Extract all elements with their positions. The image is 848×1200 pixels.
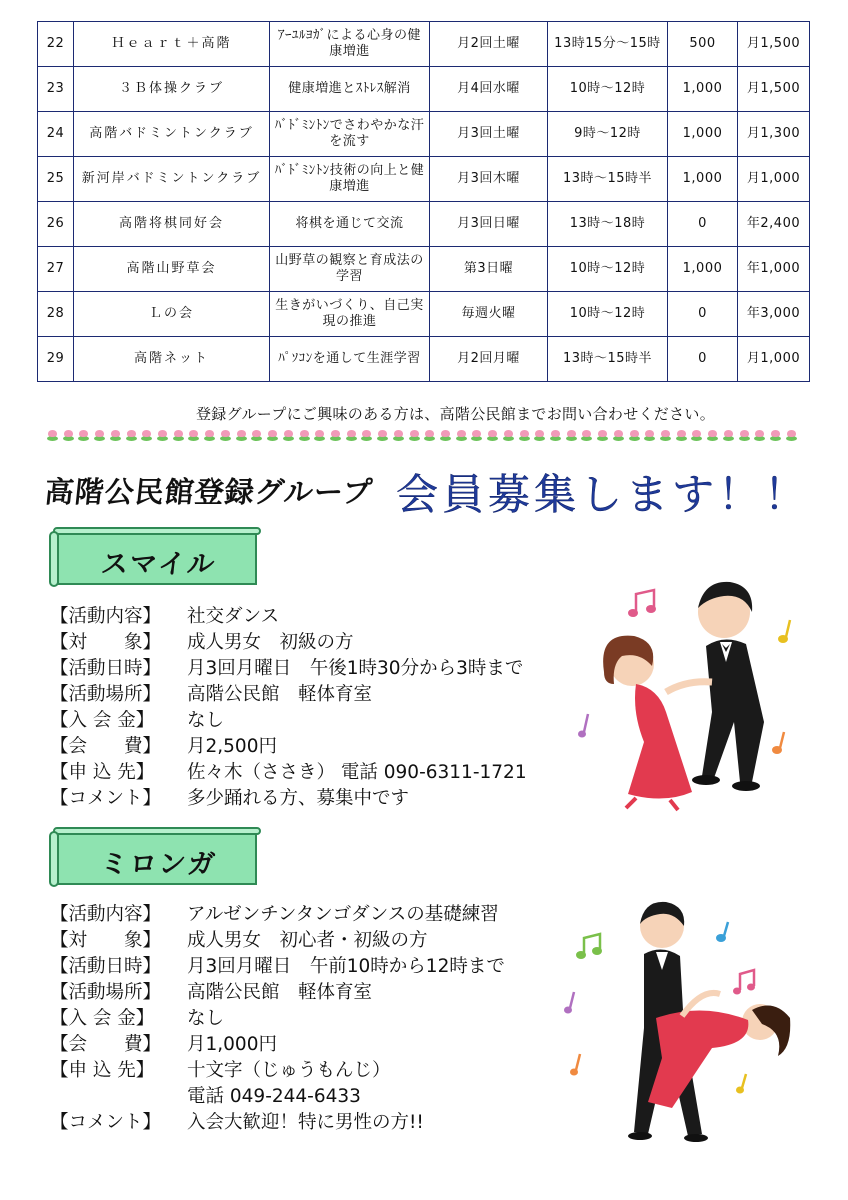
flower-icon	[47, 430, 58, 441]
flower-icon	[409, 430, 420, 441]
cell-frequency: 第3日曜	[430, 247, 548, 292]
music-note-icon	[628, 590, 656, 617]
info-row	[50, 980, 505, 1006]
flower-icon	[110, 430, 121, 441]
cell-entry-fee: 1,000	[668, 157, 738, 202]
cell-entry-fee: 0	[668, 292, 738, 337]
table-row	[38, 247, 810, 292]
cell-dues: 年2,400	[738, 202, 810, 247]
flower-icon	[550, 430, 561, 441]
info-row	[50, 1032, 505, 1058]
table-row	[38, 22, 810, 67]
cell-entry-fee: 1,000	[668, 112, 738, 157]
scroll-roll-top	[53, 827, 261, 835]
cell-group-name: ３Ｂ体操クラブ	[74, 67, 270, 112]
flower-icon	[330, 430, 341, 441]
info-value: 月2,500円	[187, 736, 277, 757]
flower-icon	[94, 430, 105, 441]
info-label: 【活動内容】	[50, 606, 162, 627]
flower-icon	[220, 430, 231, 441]
table-row	[38, 292, 810, 337]
group-info-milonga	[50, 902, 505, 1136]
info-row	[50, 604, 527, 630]
group-banner-milonga	[49, 827, 261, 887]
group-title: スマイル	[99, 548, 218, 580]
cell-time: 9時～12時	[548, 112, 668, 157]
flower-icon	[251, 430, 262, 441]
info-label: 【対 象】	[50, 632, 162, 653]
cell-group-name: 新河岸バドミントンクラブ	[74, 157, 270, 202]
info-value: 成人男女 初心者・初級の方	[187, 930, 428, 951]
flower-icon	[173, 430, 184, 441]
flower-icon	[691, 430, 702, 441]
info-value: 多少踊れる方、募集中です	[187, 788, 410, 809]
info-value: 高階公民館 軽体育室	[187, 982, 373, 1003]
flower-icon	[361, 430, 372, 441]
info-value: なし	[187, 710, 225, 731]
flower-icon	[188, 430, 199, 441]
cell-entry-fee: 1,000	[668, 247, 738, 292]
cell-no: 24	[38, 112, 74, 157]
flower-icon	[283, 430, 294, 441]
flower-icon	[299, 430, 310, 441]
flower-icon	[126, 430, 137, 441]
info-label: 【入 会 金】	[50, 710, 155, 731]
info-row	[50, 656, 527, 682]
cell-no: 29	[38, 337, 74, 382]
cell-purpose: 生きがいづくり、自己実現の推進	[270, 292, 430, 337]
flower-icon	[456, 430, 467, 441]
cell-frequency: 月4回水曜	[430, 67, 548, 112]
cell-group-name: 高階ネット	[74, 337, 270, 382]
flower-icon	[707, 430, 718, 441]
cell-purpose: 将棋を通じて交流	[270, 202, 430, 247]
music-note-icon	[778, 620, 790, 643]
flower-icon	[534, 430, 545, 441]
info-value: 高階公民館 軽体育室	[187, 684, 373, 705]
cell-dues: 月1,000	[738, 157, 810, 202]
info-row	[50, 928, 505, 954]
cell-frequency: 月2回月曜	[430, 337, 548, 382]
cell-time: 13時～15時半	[548, 157, 668, 202]
cell-time: 10時～12時	[548, 247, 668, 292]
info-value: 月1,000円	[187, 1034, 277, 1055]
cell-group-name: 高階山野草会	[74, 247, 270, 292]
music-note-icon	[578, 714, 588, 738]
cell-purpose: 健康増進とｽﾄﾚｽ解消	[270, 67, 430, 112]
info-row	[50, 954, 505, 980]
cell-time: 10時～12時	[548, 67, 668, 112]
info-row	[50, 1058, 505, 1084]
music-note-icon	[576, 934, 602, 959]
info-label: 【活動場所】	[50, 684, 162, 705]
flower-icon	[676, 430, 687, 441]
cell-group-name: Ｈｅａｒｔ＋高階	[74, 22, 270, 67]
info-label: 【申 込 先】	[50, 1060, 155, 1081]
info-label: 【申 込 先】	[50, 762, 155, 783]
info-label	[50, 1084, 187, 1110]
flower-icon	[267, 430, 278, 441]
flower-icon	[236, 430, 247, 441]
cell-entry-fee: 1,000	[668, 67, 738, 112]
flower-icon	[346, 430, 357, 441]
info-value: 佐々木（ささき） 電話 090-6311-1721	[187, 762, 527, 783]
cell-entry-fee: 0	[668, 202, 738, 247]
cell-group-name: 高階バドミントンクラブ	[74, 112, 270, 157]
flower-icon	[739, 430, 750, 441]
cell-no: 25	[38, 157, 74, 202]
music-note-icon	[736, 1074, 746, 1094]
info-value: 十文字（じゅうもんじ）	[187, 1060, 391, 1081]
info-row	[50, 734, 527, 760]
flower-icon	[63, 430, 74, 441]
table-row	[38, 112, 810, 157]
info-row	[50, 708, 527, 734]
cell-frequency: 月3回土曜	[430, 112, 548, 157]
cell-purpose: 山野草の観察と育成法の学習	[270, 247, 430, 292]
music-note-icon	[716, 922, 728, 942]
info-label: 【コメント】	[50, 788, 162, 809]
flower-icon	[424, 430, 435, 441]
cell-dues: 年3,000	[738, 292, 810, 337]
flower-icon	[613, 430, 624, 441]
group-table	[37, 21, 810, 382]
info-value: 社交ダンス	[187, 606, 280, 627]
cell-entry-fee: 0	[668, 337, 738, 382]
info-value: 成人男女 初級の方	[187, 632, 354, 653]
music-note-icon	[564, 992, 574, 1014]
flower-icon	[754, 430, 765, 441]
table-row	[38, 67, 810, 112]
cell-dues: 月1,500	[738, 22, 810, 67]
group-title: ミロンガ	[99, 848, 219, 880]
table-row	[38, 337, 810, 382]
group-info-smile	[50, 604, 527, 812]
tango-dancers-illustration	[552, 898, 798, 1146]
cell-purpose: ﾊﾞﾄﾞﾐﾝﾄﾝでさわやかな汗を流す	[270, 112, 430, 157]
info-row	[50, 786, 527, 812]
info-row	[50, 760, 527, 786]
info-value: アルゼンチンタンゴダンスの基礎練習	[187, 904, 499, 925]
ballroom-dancers-illustration	[574, 572, 804, 820]
flower-icon	[78, 430, 89, 441]
info-row	[50, 1084, 505, 1110]
cell-dues: 月1,500	[738, 67, 810, 112]
info-value: 月3回月曜日 午後1時30分から3時まで	[187, 658, 524, 679]
info-label: 【会 費】	[50, 736, 162, 757]
info-label: 【会 費】	[50, 1034, 162, 1055]
flower-icon	[204, 430, 215, 441]
info-label: 【入 会 金】	[50, 1008, 155, 1029]
info-row	[50, 630, 527, 656]
inquiry-note: 登録グループにご興味のある方は、高階公民館までお問い合わせください。	[196, 405, 716, 423]
flower-icon	[519, 430, 530, 441]
flower-icon	[723, 430, 734, 441]
info-value: 月3回月曜日 午前10時から12時まで	[187, 956, 505, 977]
music-note-icon	[570, 1054, 580, 1076]
info-value: 電話 049-244-6433	[187, 1086, 361, 1107]
flower-icon	[440, 430, 451, 441]
flower-icon	[471, 430, 482, 441]
flower-border	[47, 430, 797, 444]
table-body	[38, 22, 810, 382]
cell-dues: 月1,300	[738, 112, 810, 157]
heading-title: 高階公民館登録グループ	[43, 475, 375, 509]
info-row	[50, 1110, 505, 1136]
flower-icon	[566, 430, 577, 441]
table-row	[38, 157, 810, 202]
cell-purpose: ﾊﾞﾄﾞﾐﾝﾄﾝ技術の向上と健康増進	[270, 157, 430, 202]
flower-icon	[597, 430, 608, 441]
table-row	[38, 202, 810, 247]
cell-time: 10時～12時	[548, 292, 668, 337]
cell-dues: 月1,000	[738, 337, 810, 382]
cell-time: 13時～18時	[548, 202, 668, 247]
cell-no: 23	[38, 67, 74, 112]
cell-purpose: ｱｰﾕﾙﾖｶﾞによる心身の健康増進	[270, 22, 430, 67]
group-banner-smile	[49, 527, 261, 587]
flower-icon	[487, 430, 498, 441]
cell-frequency: 月3回木曜	[430, 157, 548, 202]
cell-entry-fee: 500	[668, 22, 738, 67]
music-note-icon	[733, 970, 755, 995]
cell-dues: 年1,000	[738, 247, 810, 292]
flower-icon	[503, 430, 514, 441]
info-label: 【コメント】	[50, 1112, 162, 1133]
music-note-icon	[772, 732, 784, 754]
info-row	[50, 902, 505, 928]
info-label: 【活動日時】	[50, 956, 162, 977]
flower-icon	[314, 430, 325, 441]
info-label: 【活動内容】	[50, 904, 162, 925]
cell-frequency: 月2回土曜	[430, 22, 548, 67]
info-value: なし	[187, 1008, 225, 1029]
cell-no: 26	[38, 202, 74, 247]
flower-icon	[660, 430, 671, 441]
flower-icon	[393, 430, 404, 441]
cell-purpose: ﾊﾟｿｺﾝを通して生涯学習	[270, 337, 430, 382]
cell-frequency: 月3回日曜	[430, 202, 548, 247]
flower-icon	[377, 430, 388, 441]
flower-icon	[770, 430, 781, 441]
info-value: 入会大歓迎！特に男性の方!!	[187, 1112, 424, 1133]
recruit-heading: 会員募集します！！	[396, 470, 811, 519]
info-label: 【対 象】	[50, 930, 162, 951]
info-label: 【活動場所】	[50, 982, 162, 1003]
cell-frequency: 毎週火曜	[430, 292, 548, 337]
cell-time: 13時～15時半	[548, 337, 668, 382]
info-row	[50, 682, 527, 708]
cell-no: 22	[38, 22, 74, 67]
cell-no: 28	[38, 292, 74, 337]
info-label: 【活動日時】	[50, 658, 162, 679]
cell-time: 13時15分～15時	[548, 22, 668, 67]
cell-group-name: 高階将棋同好会	[74, 202, 270, 247]
flower-icon	[141, 430, 152, 441]
flower-icon	[157, 430, 168, 441]
cell-group-name: Ｌの会	[74, 292, 270, 337]
flower-icon	[581, 430, 592, 441]
flower-icon	[644, 430, 655, 441]
info-row	[50, 1006, 505, 1032]
scroll-roll-top	[53, 527, 261, 535]
flower-icon	[786, 430, 797, 441]
cell-no: 27	[38, 247, 74, 292]
flower-icon	[629, 430, 640, 441]
